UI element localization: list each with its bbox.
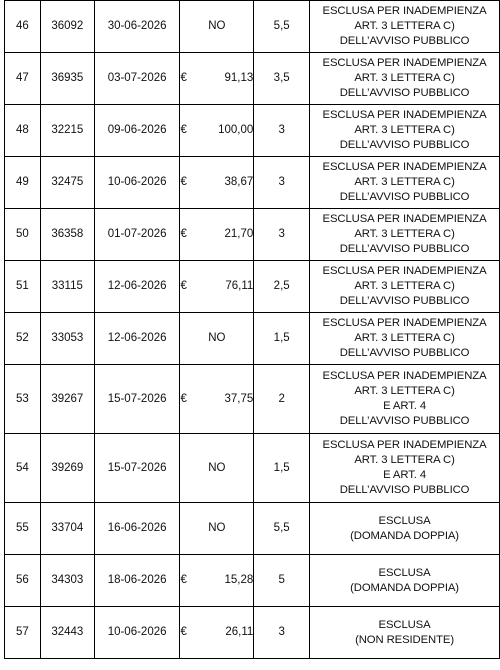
amount-value: 100,00 <box>218 124 254 136</box>
outcome-line: ESCLUSA PER INADEMPIENZA <box>322 161 487 173</box>
table-row <box>5 503 500 555</box>
protocol-cell: 39269 <box>40 434 94 503</box>
outcome-line: DELL’AVVISO PUBBLICO <box>339 87 470 99</box>
amount-cell <box>180 555 254 607</box>
outcome-line: ART. 3 LETTERA C) <box>354 385 455 397</box>
table-row <box>5 53 500 105</box>
outcome-line: ESCLUSA PER INADEMPIENZA <box>322 5 487 17</box>
outcome-cell <box>310 503 500 555</box>
outcome-line: ART. 3 LETTERA C) <box>354 228 455 240</box>
row-number-cell: 57 <box>5 607 41 659</box>
outcome-cell <box>310 365 500 434</box>
outcome-line: DELL’AVVISO PUBBLICO <box>339 295 470 307</box>
outcome-line: ESCLUSA PER INADEMPIENZA <box>322 370 487 382</box>
date-cell: 15-07-2026 <box>94 434 180 503</box>
outcome-line: ART. 3 LETTERA C) <box>354 124 455 136</box>
outcome-line: ART. 3 LETTERA C) <box>354 72 455 84</box>
date-cell: 01-07-2026 <box>94 209 180 261</box>
table-row <box>5 105 500 157</box>
protocol-cell: 33704 <box>40 503 94 555</box>
outcome-line: ESCLUSA PER INADEMPIENZA <box>322 439 487 451</box>
date-cell: 30-06-2026 <box>94 1 180 53</box>
row-number-cell: 51 <box>5 261 41 313</box>
table-row <box>5 607 500 659</box>
protocol-cell: 36092 <box>40 1 94 53</box>
protocol-cell: 34303 <box>40 555 94 607</box>
date-cell: 10-06-2026 <box>94 157 180 209</box>
row-number-cell: 47 <box>5 53 41 105</box>
score-cell: 5 <box>254 555 310 607</box>
outcome-line: ESCLUSA PER INADEMPIENZA <box>322 213 487 225</box>
amount-cell <box>180 365 254 434</box>
outcome-cell <box>310 434 500 503</box>
amount-cell <box>180 53 254 105</box>
amount-cell <box>180 105 254 157</box>
amount-cell <box>180 607 254 659</box>
outcome-line: ESCLUSA <box>378 514 431 527</box>
table-row <box>5 555 500 607</box>
amount-cell <box>180 503 254 555</box>
score-cell: 3 <box>254 607 310 659</box>
outcome-line: ESCLUSA PER INADEMPIENZA <box>322 57 487 69</box>
outcome-line: ART. 3 LETTERA C) <box>354 454 455 466</box>
row-number-cell: 56 <box>5 555 41 607</box>
row-number-cell: 52 <box>5 313 41 365</box>
protocol-cell: 36935 <box>40 53 94 105</box>
amount-cell <box>180 1 254 53</box>
results-table <box>4 0 500 659</box>
currency-symbol: € <box>180 228 187 240</box>
protocol-cell: 32443 <box>40 607 94 659</box>
outcome-cell <box>310 1 500 53</box>
date-cell: 16-06-2026 <box>94 503 180 555</box>
outcome-cell <box>310 105 500 157</box>
outcome-cell <box>310 555 500 607</box>
outcome-cell <box>310 607 500 659</box>
score-cell: 3 <box>254 105 310 157</box>
score-cell: 2 <box>254 365 310 434</box>
currency-symbol: € <box>180 626 187 638</box>
outcome-line: ESCLUSA <box>378 618 431 631</box>
table-row <box>5 1 500 53</box>
outcome-cell <box>310 209 500 261</box>
amount-value: 26,11 <box>225 626 254 638</box>
outcome-line: DELL’AVVISO PUBBLICO <box>339 347 470 359</box>
score-cell: 5,5 <box>254 1 310 53</box>
amount-value: 37,75 <box>224 392 254 405</box>
currency-symbol: € <box>180 574 187 586</box>
outcome-line: (NON RESIDENTE) <box>355 633 454 646</box>
table-row <box>5 157 500 209</box>
date-cell: 12-06-2026 <box>94 261 180 313</box>
outcome-line: ART. 3 LETTERA C) <box>354 20 455 32</box>
amount-value: 21,70 <box>224 228 254 240</box>
date-cell: 12-06-2026 <box>94 313 180 365</box>
outcome-line: DELL’AVVISO PUBBLICO <box>339 243 470 255</box>
outcome-line: ESCLUSA PER INADEMPIENZA <box>322 317 487 329</box>
amount-cell <box>180 209 254 261</box>
table-body <box>5 1 500 659</box>
protocol-cell: 32475 <box>40 157 94 209</box>
score-cell: 1,5 <box>254 313 310 365</box>
score-cell: 1,5 <box>254 434 310 503</box>
date-cell: 10-06-2026 <box>94 607 180 659</box>
outcome-line: DELL’AVVISO PUBBLICO <box>339 35 470 47</box>
amount-value: 91,13 <box>224 72 254 84</box>
outcome-line: DELL’AVVISO PUBBLICO <box>339 415 470 427</box>
outcome-line: ESCLUSA PER INADEMPIENZA <box>322 265 487 277</box>
protocol-cell: 33053 <box>40 313 94 365</box>
row-number-cell: 50 <box>5 209 41 261</box>
amount-cell <box>180 157 254 209</box>
date-cell: 15-07-2026 <box>94 365 180 434</box>
table-row <box>5 434 500 503</box>
protocol-cell: 32215 <box>40 105 94 157</box>
score-cell: 2,5 <box>254 261 310 313</box>
amount-value: NO <box>208 522 226 534</box>
score-cell: 3 <box>254 157 310 209</box>
currency-symbol: € <box>180 280 187 292</box>
amount-value: 76,11 <box>225 280 254 292</box>
outcome-cell <box>310 53 500 105</box>
amount-cell <box>180 313 254 365</box>
score-cell: 3,5 <box>254 53 310 105</box>
outcome-line: ART. 3 LETTERA C) <box>354 332 455 344</box>
row-number-cell: 54 <box>5 434 41 503</box>
outcome-line: DELL’AVVISO PUBBLICO <box>339 139 470 151</box>
date-cell: 03-07-2026 <box>94 53 180 105</box>
protocol-cell: 39267 <box>40 365 94 434</box>
amount-value: 15,28 <box>224 574 254 586</box>
protocol-cell: 33115 <box>40 261 94 313</box>
table-row <box>5 365 500 434</box>
row-number-cell: 48 <box>5 105 41 157</box>
outcome-line: E ART. 4 <box>383 400 427 412</box>
outcome-line: ESCLUSA PER INADEMPIENZA <box>322 109 487 121</box>
outcome-line: ESCLUSA <box>378 566 431 579</box>
table-row <box>5 209 500 261</box>
score-cell: 3 <box>254 209 310 261</box>
outcome-line: (DOMANDA DOPPIA) <box>350 529 459 542</box>
date-cell: 18-06-2026 <box>94 555 180 607</box>
outcome-line: ART. 3 LETTERA C) <box>354 176 455 188</box>
outcome-line: ART. 3 LETTERA C) <box>354 280 455 292</box>
table-row <box>5 261 500 313</box>
row-number-cell: 55 <box>5 503 41 555</box>
outcome-line: DELL’AVVISO PUBBLICO <box>339 484 470 496</box>
outcome-line: (DOMANDA DOPPIA) <box>350 581 459 594</box>
outcome-cell <box>310 157 500 209</box>
table-row <box>5 313 500 365</box>
amount-cell <box>180 261 254 313</box>
amount-value: NO <box>208 332 226 344</box>
amount-value: 38,67 <box>224 176 254 188</box>
outcome-line: DELL’AVVISO PUBBLICO <box>339 191 470 203</box>
amount-value: NO <box>208 461 226 474</box>
amount-cell <box>180 434 254 503</box>
outcome-line: E ART. 4 <box>383 469 427 481</box>
row-number-cell: 49 <box>5 157 41 209</box>
protocol-cell: 36358 <box>40 209 94 261</box>
outcome-cell <box>310 261 500 313</box>
currency-symbol: € <box>180 124 187 136</box>
row-number-cell: 53 <box>5 365 41 434</box>
score-cell: 5,5 <box>254 503 310 555</box>
amount-value: NO <box>208 20 226 32</box>
date-cell: 09-06-2026 <box>94 105 180 157</box>
currency-symbol: € <box>180 392 187 405</box>
outcome-cell <box>310 313 500 365</box>
row-number-cell: 46 <box>5 1 41 53</box>
currency-symbol: € <box>180 72 187 84</box>
currency-symbol: € <box>180 176 187 188</box>
